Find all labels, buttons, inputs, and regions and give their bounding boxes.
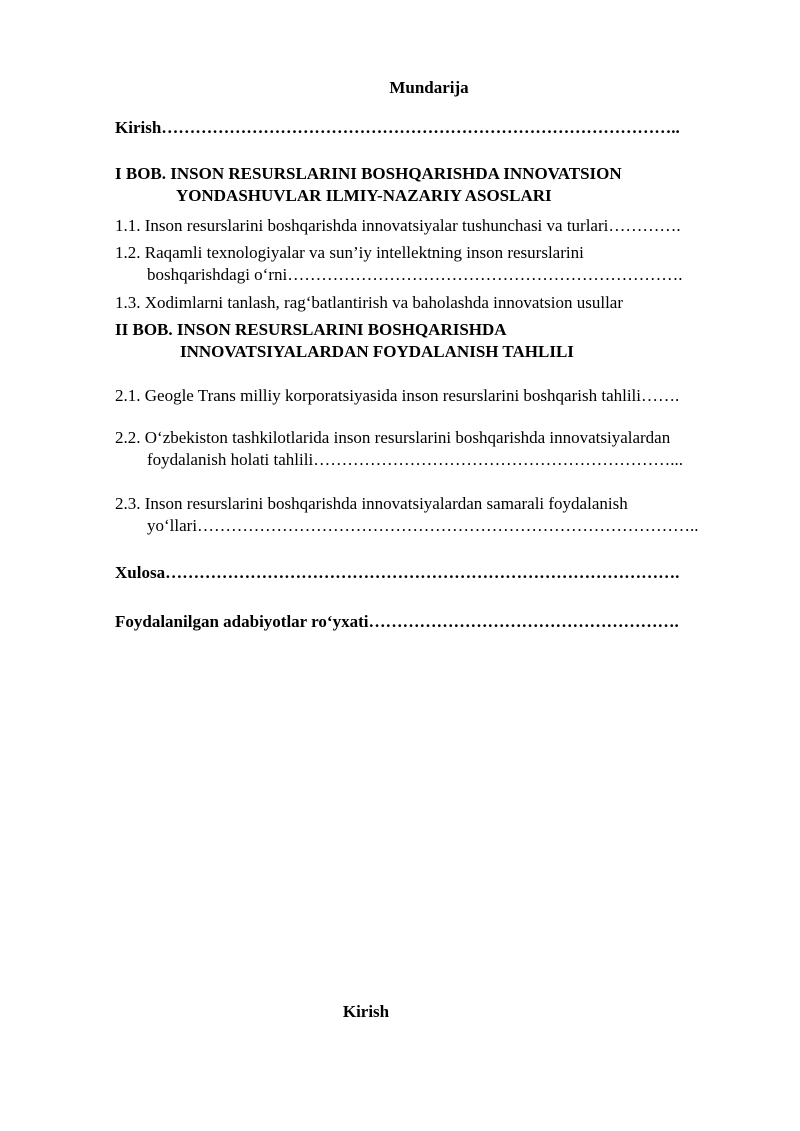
toc-item-1-2-line1: 1.2. Raqamli texnologiyalar va sun’iy intellektning inson resurslarini <box>115 243 584 262</box>
toc-chapter2-title-line2: INNOVATSIYALARDAN FOYDALANISH TAHLILI <box>180 342 574 361</box>
toc-chapter2-title-line1: II BOB. INSON RESURSLARINI BOSHQARISHDA <box>115 320 507 339</box>
toc-item-2-1: 2.1. Geogle Trans milliy korporatsiyasida inson resurslarini boshqarish tahlili……. <box>115 386 680 405</box>
toc-chapter1-title-line1: I BOB. INSON RESURSLARINI BOSHQARISHDA INNOVATSION <box>115 164 622 183</box>
toc-item-2-2-line1: 2.2. O‘zbekiston tashkilotlarida inson resurslarini boshqarishda innovatsiyalardan <box>115 428 671 447</box>
toc-item-2-3-line2: yo‘llari…………………………………………………………………………….. <box>147 516 699 535</box>
toc-item-references: Foydalanilgan adabiyotlar ro‘yxati………………………………………………. <box>115 612 679 631</box>
toc-item-2-2-line2: foydalanish holati tahlili………………………………………………………... <box>147 450 683 469</box>
toc-item-2-3-line1: 2.3. Inson resurslarini boshqarishda innovatsiyalardan samarali foydalanish <box>115 494 628 513</box>
toc-item-1-2-line2: boshqarishdagi o‘rni……………………………………………………………. <box>147 265 683 284</box>
toc-chapter1-title-line2: YONDASHUVLAR ILMIY-NAZARIY ASOSLARI <box>176 186 552 205</box>
toc-item-1-3: 1.3. Xodimlarni tanlash, rag‘batlantirish va baholashda innovatsion usullar <box>115 293 623 312</box>
toc-item-conclusion: Xulosa………………………………………………………………………………. <box>115 563 680 582</box>
page-title: Mundarija <box>389 78 469 97</box>
toc-item-1-1: 1.1. Inson resurslarini boshqarishda innovatsiyalar tushunchasi va turlari…………. <box>115 216 681 235</box>
toc-item-intro: Kirish……………………………………………………………………………….. <box>115 118 680 137</box>
section-title-intro: Kirish <box>342 1002 390 1021</box>
